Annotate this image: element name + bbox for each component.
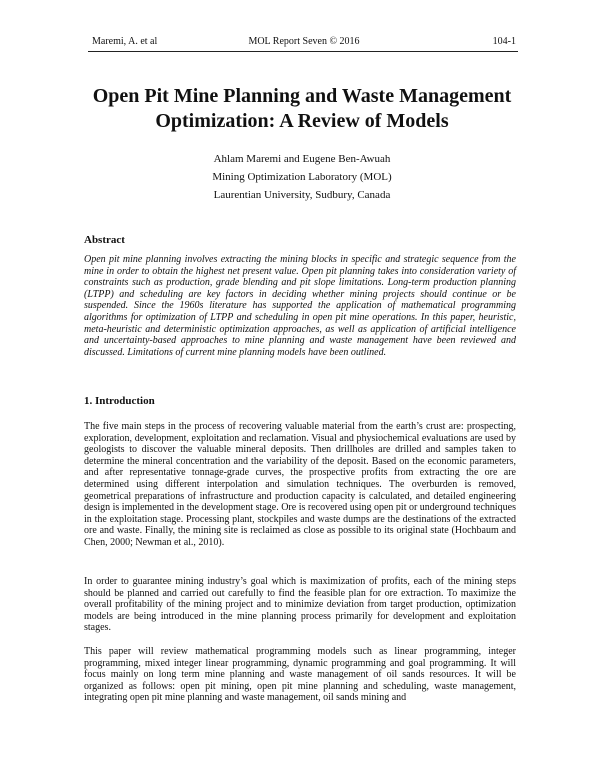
introduction-heading: 1. Introduction — [84, 395, 155, 407]
author-lab: Mining Optimization Laboratory (MOL) — [212, 171, 392, 183]
intro-paragraph-2: In order to guarantee mining industry’s goal which is maximization of profits, each of the mining steps should be planned and carried out carefully to find the feasible plan for ore extraction. To maximize the overall profitability of the mining project and to minimize deviation from target production, optimization models are being introduced in the mine planning process primarily for development and exploitation stages. — [84, 576, 516, 634]
abstract-text: Open pit mine planning involves extracting the mining blocks in specific and strategic sequence from the mine in order to obtain the highest net present value. Open pit planning takes into consideration variety of constraints such as production, grade blending and pit slope limitations. Long-term production planning (LTPP) and scheduling are key factors in deciding whether mining projects should continue or be suspended. Since the 1960s literature has supported the application of mathematical programming algorithms for optimization of LTPP and scheduling in open pit mine operations. In this paper, heuristic, meta-heuristic and deterministic optimization approaches, as well as application of artificial intelligence and uncertainty-based approaches to mine planning and waste management have been reviewed and discussed. Limitations of current mine planning models have been outlined. — [84, 254, 516, 358]
title-line-2: Optimization: A Review of Models — [155, 110, 449, 132]
author-names: Ahlam Maremi and Eugene Ben-Awuah — [213, 153, 391, 165]
header-report: MOL Report Seven © 2016 — [248, 36, 360, 47]
author-block — [100, 150, 504, 204]
author-university: Laurentian University, Sudbury, Canada — [213, 189, 391, 201]
header-rule — [88, 51, 518, 52]
intro-paragraph-3: This paper will review mathematical programming models such as linear programming, integer programming, mixed integer linear programming, dynamic programming and goal programming. It will focus mainly on long term mine planning and waste management of oil sands resources. It will be organized as follows: open pit mining, open pit mine planning and scheduling, waste management, integrating open pit mine planning and waste management, oil sands mining and — [84, 646, 516, 704]
running-header — [92, 35, 516, 49]
abstract-heading: Abstract — [84, 234, 125, 246]
header-page-number: 104-1 — [492, 36, 516, 47]
intro-paragraph-1: The five main steps in the process of recovering valuable material from the earth’s crust are: prospecting, exploration, development, exploitation and reclamation. Visual and physiochemical evaluations are used by geologists to discover the valuable mineral deposits. Then drillholes are drilled and samples taken to determine the mineral concentration and the variability of the deposit. Based on the economic parameters, and after representative tonnage-grade curves, the prospective profits from extracting the ore are determined using different interpolation and simulation techniques. The overburden is removed, geometrical preparations of infrastructure and production capacity is calculated, and detailed engineering design is implemented in the development stage. Ore is recovered using open pit or underground techniques in the exploitation stage. Processing plant, stockpiles and waste dumps are the destinations of the extracted ore and waste. Finally, the mining site is reclaimed as close as possible to its original state (Hochbaum and Chen, 2000; Newman et al., 2010). — [84, 421, 516, 548]
header-authors: Maremi, A. et al — [92, 36, 158, 47]
title-line-1: Open Pit Mine Planning and Waste Management — [92, 85, 512, 107]
paper-title — [60, 84, 544, 134]
